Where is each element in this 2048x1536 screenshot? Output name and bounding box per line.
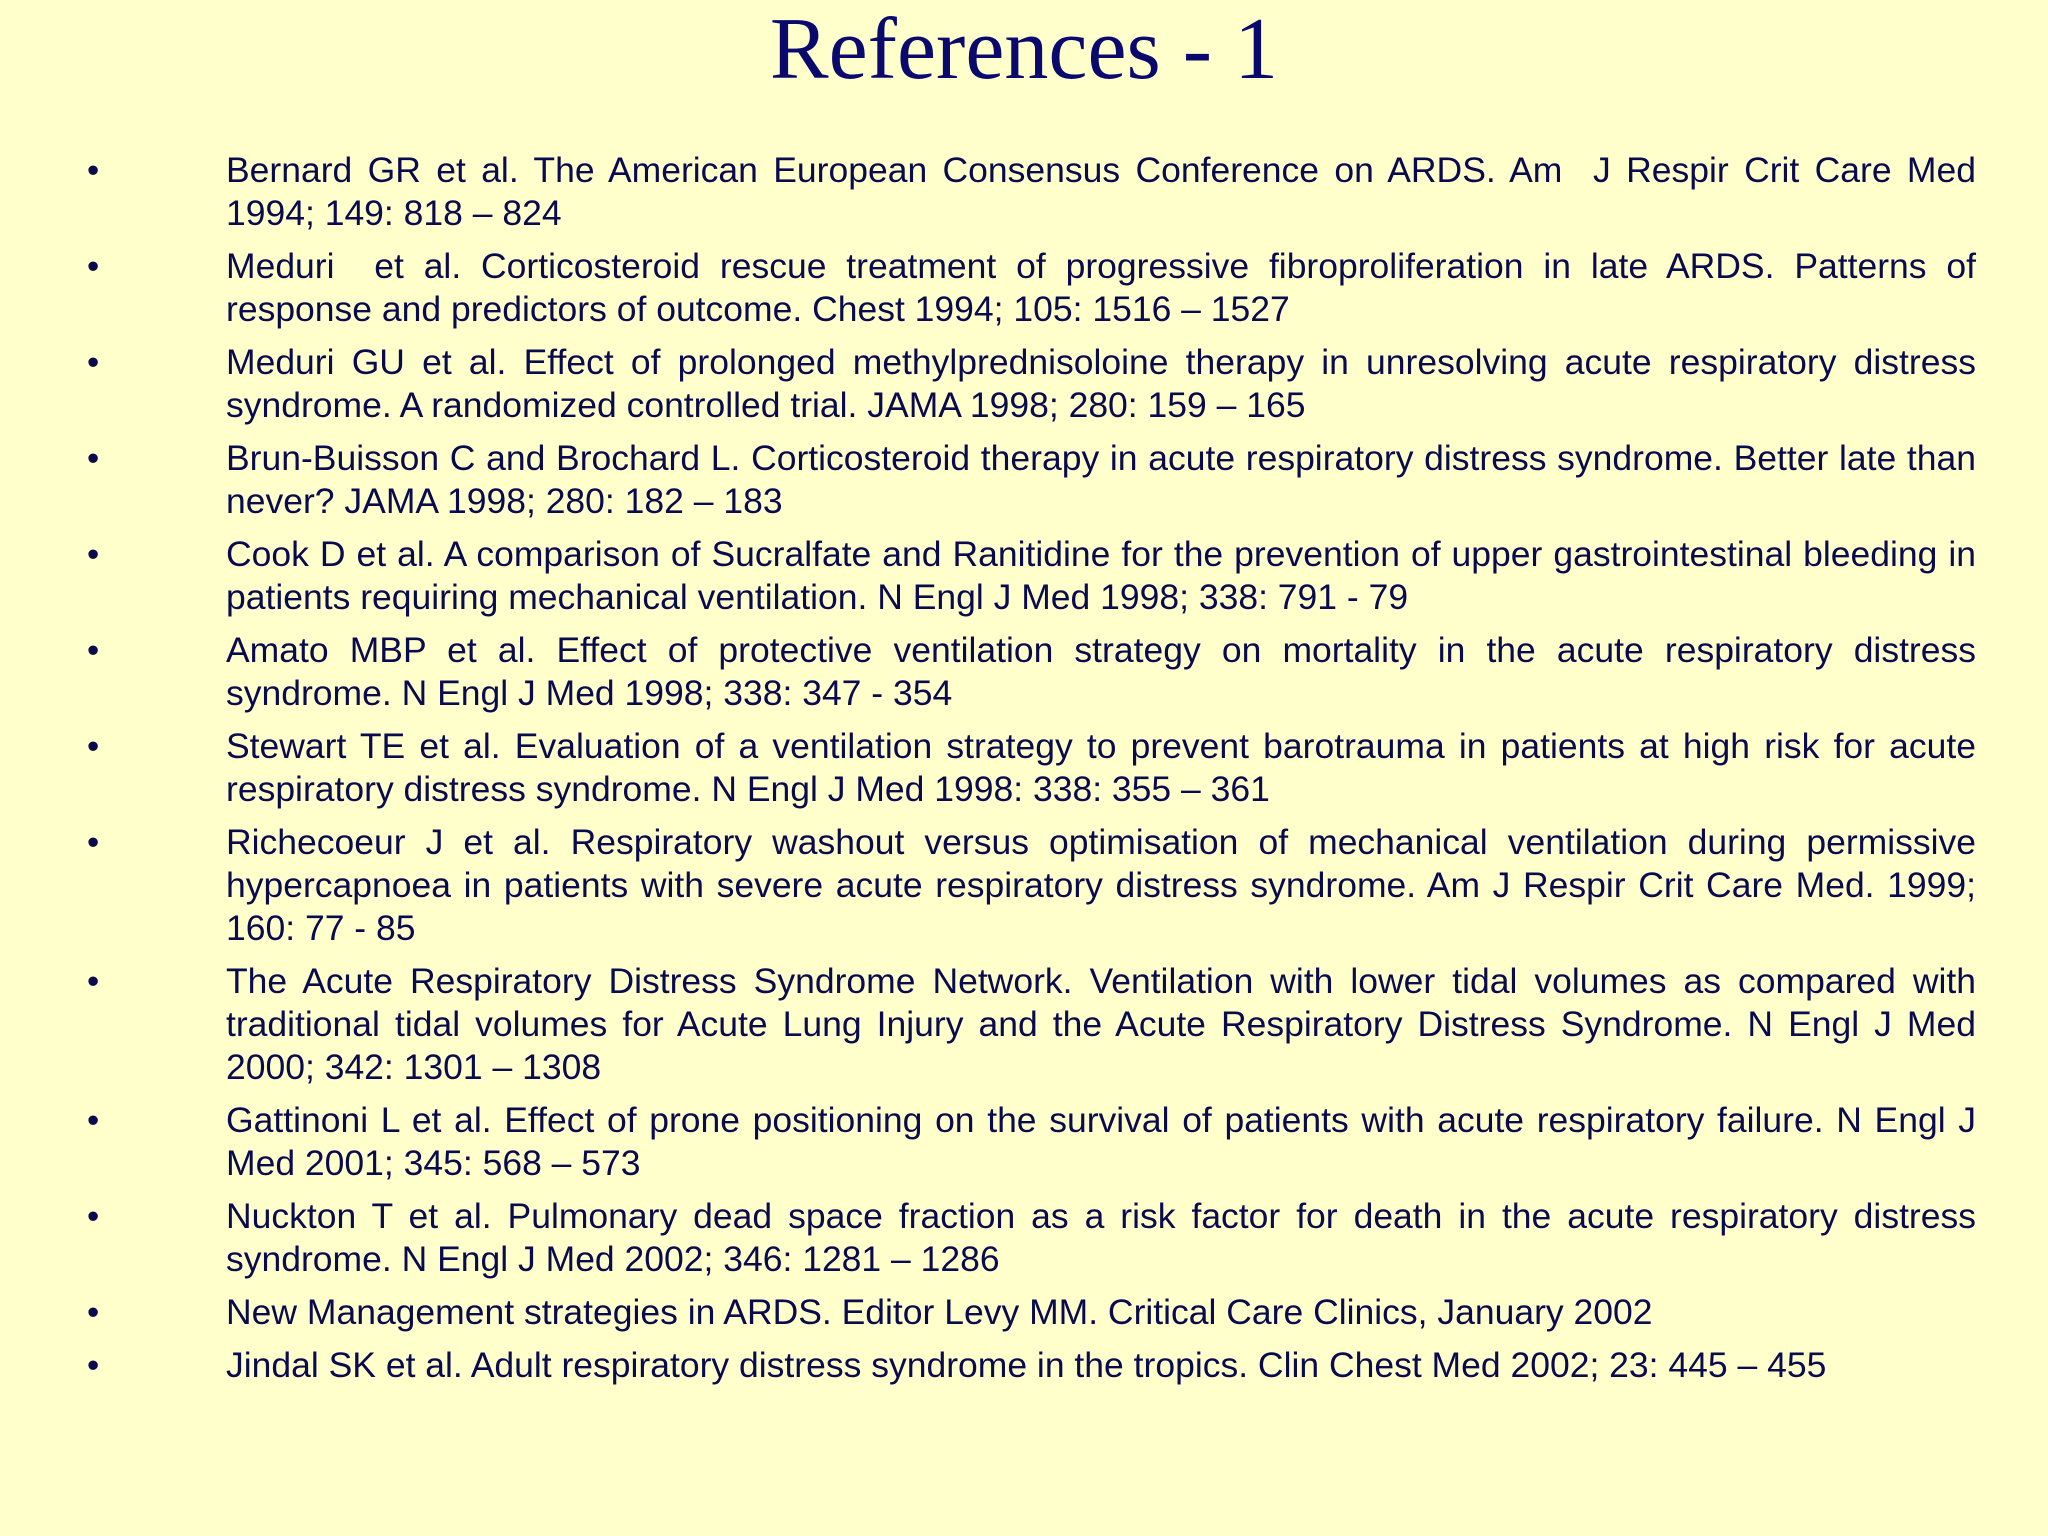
reference-text: Meduri et al. Corticosteroid rescue treatment of progressive fibroproliferation in late ARDS. Patterns of response and predictors of outcome. Chest 1994; 105: 1516 – 1527: [226, 246, 1986, 329]
bullet-icon: •: [87, 962, 100, 1001]
reference-item: [0, 245, 2048, 331]
bullet-icon: •: [87, 1101, 100, 1140]
bullet-icon: •: [87, 1346, 100, 1385]
reference-item: [0, 437, 2048, 523]
reference-item: [0, 960, 2048, 1089]
reference-item: [0, 1291, 2048, 1334]
bullet-icon: •: [87, 247, 100, 286]
reference-item: [0, 341, 2048, 427]
bullet-icon: •: [87, 151, 100, 190]
bullet-icon: •: [87, 1293, 100, 1332]
reference-item: [0, 1195, 2048, 1281]
bullet-icon: •: [87, 439, 100, 478]
reference-text: Meduri GU et al. Effect of prolonged methylprednisoloine therapy in unresolving acute respiratory distress syndrome. A randomized controlled trial. JAMA 1998; 280: 159 – 165: [226, 342, 1986, 425]
reference-text: Stewart TE et al. Evaluation of a ventilation strategy to prevent barotrauma in patients at high risk for acute respiratory distress syndrome. N Engl J Med 1998: 338: 355 – 361: [226, 726, 1986, 809]
reference-text: Brun-Buisson C and Brochard L. Corticosteroid therapy in acute respiratory distress syndrome. Better late than never? JAMA 1998; 280: 182 – 183: [226, 438, 1986, 521]
reference-text: Jindal SK et al. Adult respiratory distress syndrome in the tropics. Clin Chest Med 2002; 23: 445 – 455: [226, 1345, 1827, 1385]
reference-item: [0, 821, 2048, 950]
bullet-icon: •: [87, 535, 100, 574]
bullet-icon: •: [87, 727, 100, 766]
reference-text: Richecoeur J et al. Respiratory washout versus optimisation of mechanical ventilation during permissive hypercapnoea in patients with severe acute respiratory distress syndrome. Am J Respir Crit Care Med. 1999; 160: 77 - 85: [226, 822, 1986, 948]
reference-item: [0, 629, 2048, 715]
reference-item: [0, 725, 2048, 811]
reference-text: New Management strategies in ARDS. Editor Levy MM. Critical Care Clinics, January 2002: [226, 1292, 1653, 1332]
bullet-icon: •: [87, 1197, 100, 1236]
reference-text: Cook D et al. A comparison of Sucralfate and Ranitidine for the prevention of upper gastrointestinal bleeding in patients requiring mechanical ventilation. N Engl J Med 1998; 338: 791 - 79: [226, 534, 1986, 617]
reference-list: [0, 149, 2048, 1397]
reference-item: [0, 1344, 2048, 1387]
reference-text: Amato MBP et al. Effect of protective ventilation strategy on mortality in the acute respiratory distress syndrome. N Engl J Med 1998; 338: 347 - 354: [226, 630, 1986, 713]
reference-item: [0, 533, 2048, 619]
reference-text: Gattinoni L et al. Effect of prone positioning on the survival of patients with acute respiratory failure. N Engl J Med 2001; 345: 568 – 573: [226, 1100, 1986, 1183]
bullet-icon: •: [87, 823, 100, 862]
slide-title: References - 1: [769, 1, 1279, 98]
reference-text: Nuckton T et al. Pulmonary dead space fraction as a risk factor for death in the acute respiratory distress syndrome. N Engl J Med 2002; 346: 1281 – 1286: [226, 1196, 1986, 1279]
reference-item: [0, 149, 2048, 235]
reference-text: The Acute Respiratory Distress Syndrome Network. Ventilation with lower tidal volumes as compared with traditional tidal volumes for Acute Lung Injury and the Acute Respiratory Distress Syndrome. N Engl J Med 2000; 342: 1301 – 1308: [226, 961, 1986, 1087]
reference-text: Bernard GR et al. The American European Consensus Conference on ARDS. Am J Respir Crit Care Med 1994; 149: 818 – 824: [226, 150, 1986, 233]
bullet-icon: •: [87, 343, 100, 382]
reference-item: [0, 1099, 2048, 1185]
bullet-icon: •: [87, 631, 100, 670]
